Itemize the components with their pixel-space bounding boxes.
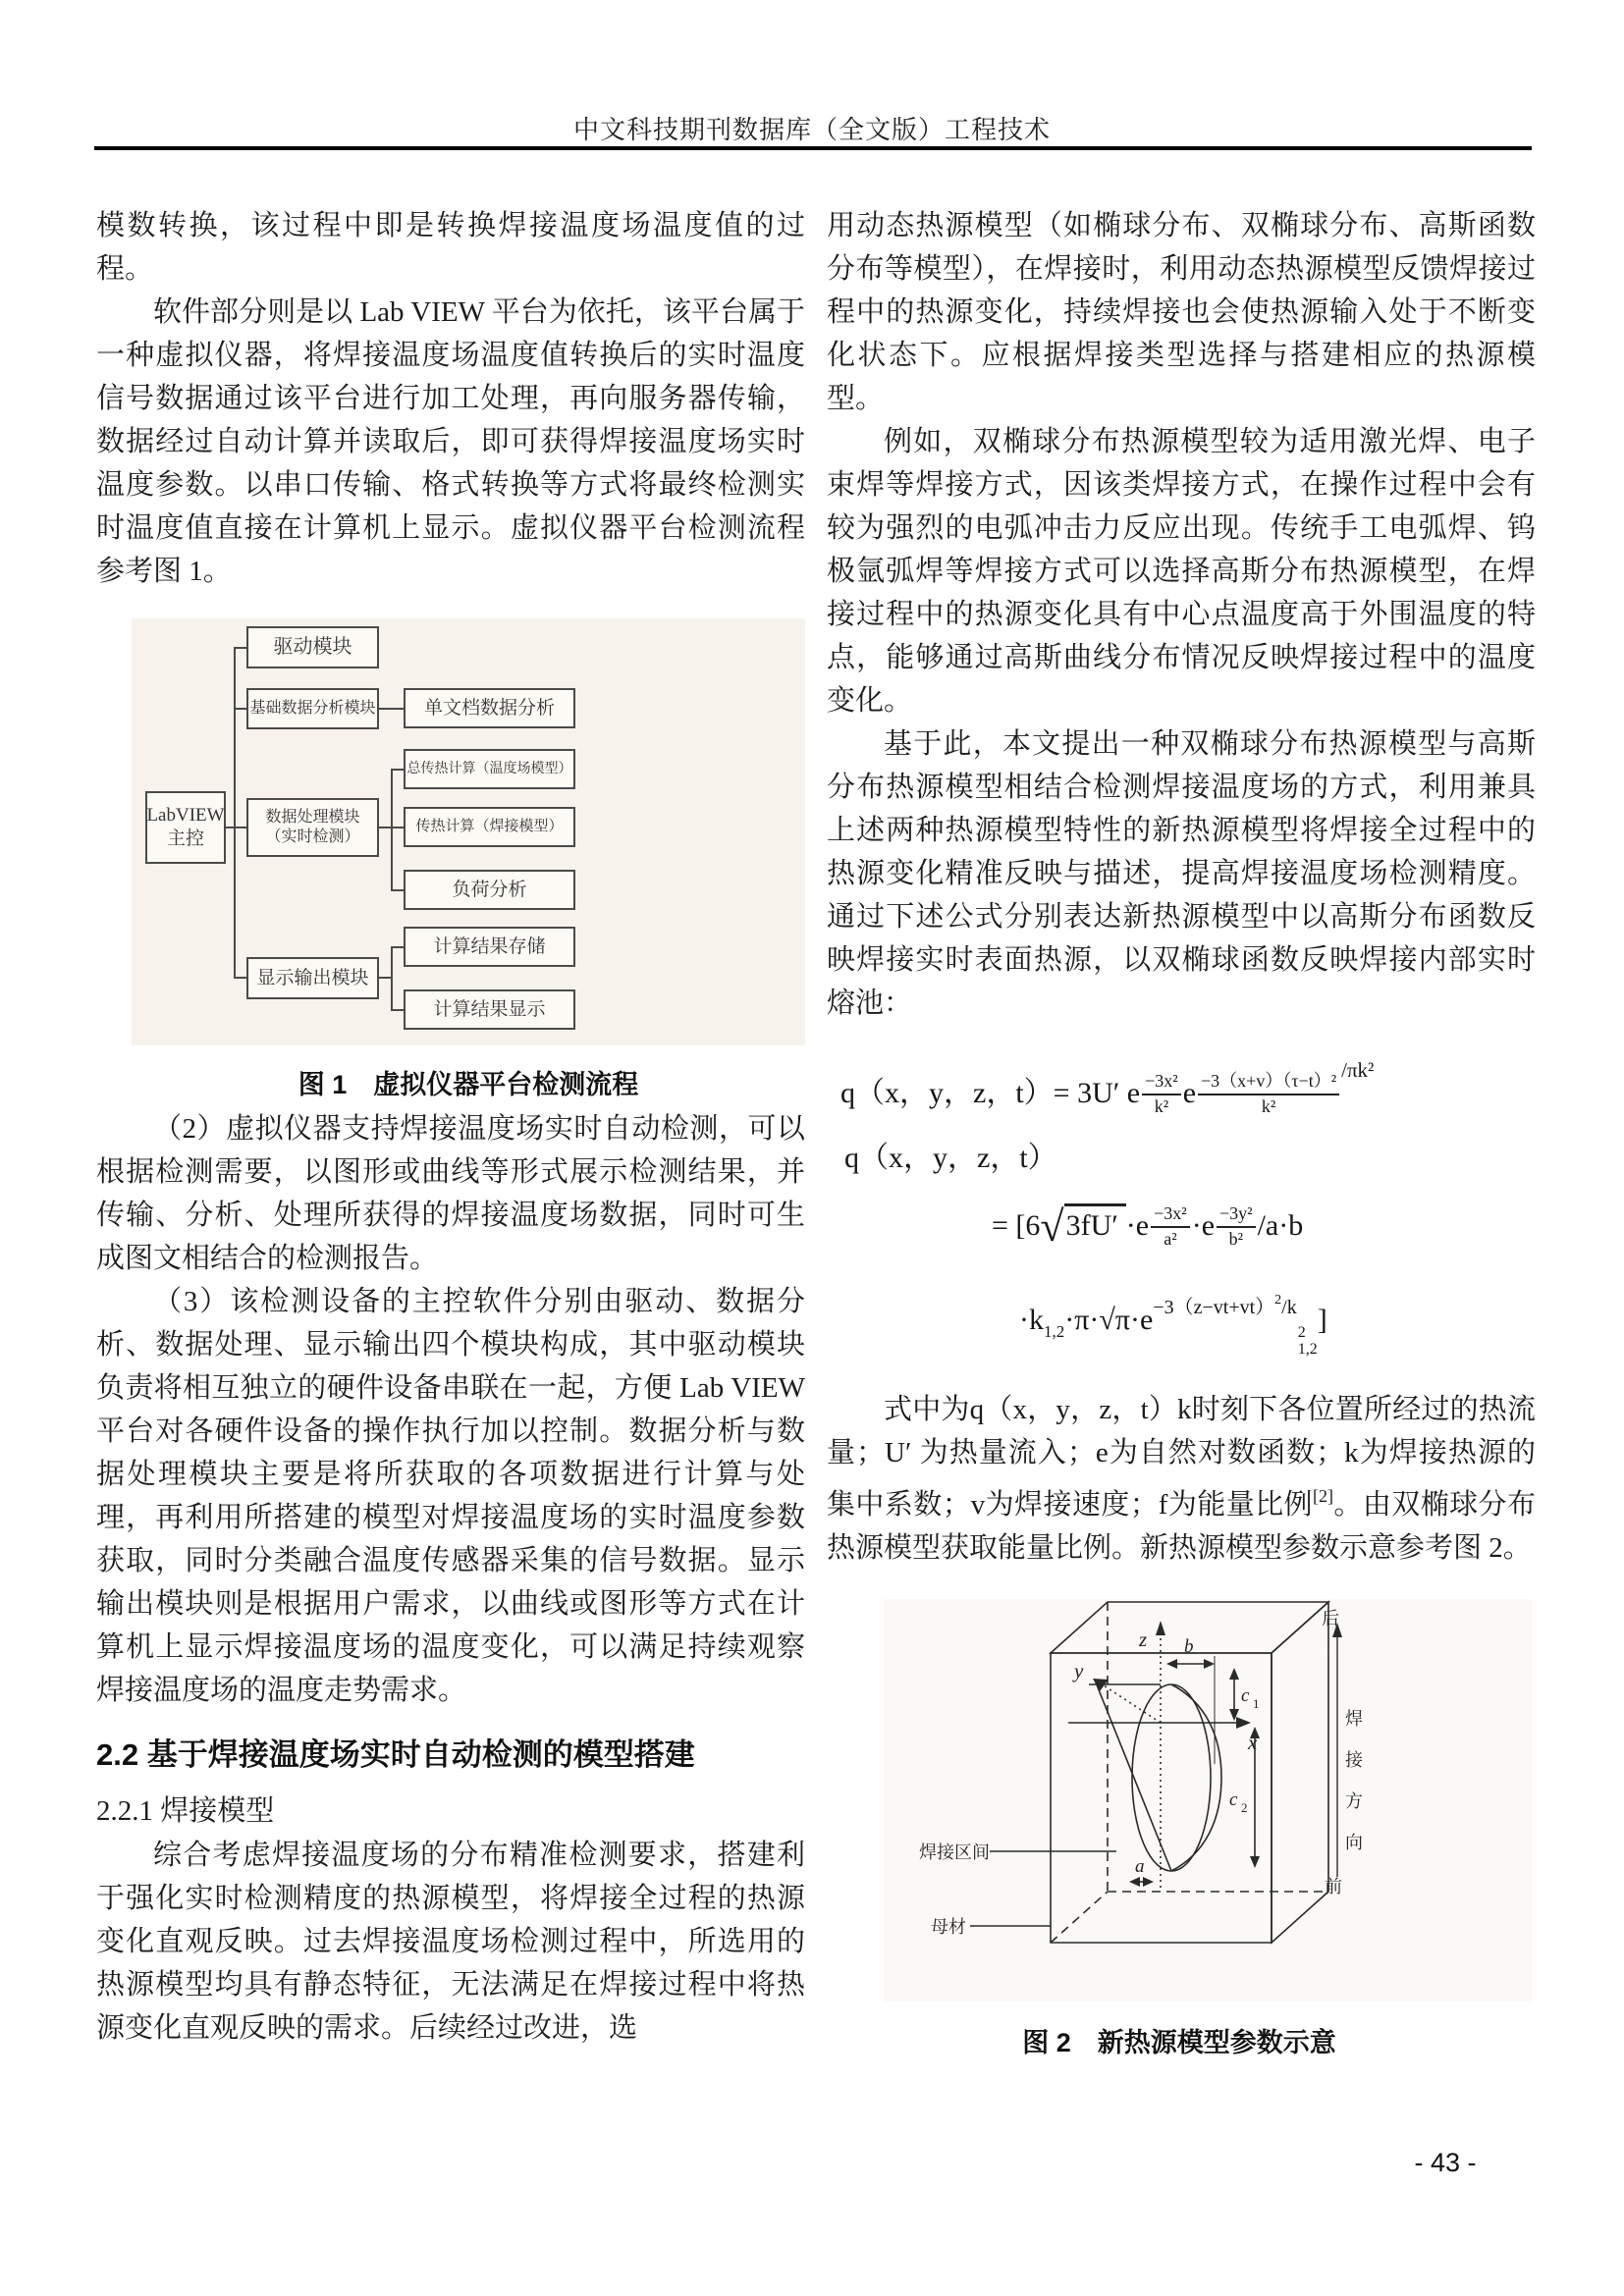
z-axis-label: z [1139, 1627, 1148, 1651]
formula-exponent-fraction: $\frac{\text{−3（x+v）（τ−t）²}}{\text{k²}}$ [1198, 1071, 1339, 1117]
formula-exponent: −3（z−vt+vt） [1153, 1297, 1275, 1319]
heat-source-formula-2-line2 [992, 1201, 1536, 1252]
connector-line [234, 708, 246, 710]
formula-exponent-fraction: $\frac{\text{−3y²}}{\text{b²}}$ [1217, 1203, 1256, 1250]
formula-eq: = [6 [992, 1209, 1041, 1243]
direction-char: 焊 [1345, 1708, 1363, 1729]
weld-zone-label: 焊接区间 [919, 1842, 990, 1862]
formula-slash-k: /k [1281, 1297, 1297, 1319]
formula-e-base: e [1135, 1209, 1150, 1243]
paragraph: 基于此，本文提出一种双椭球分布热源模型与高斯分布热源模型相结合检测焊接温度场的方式，利用兼具上述两种热源模型特性的新热源模型将焊接全过程中的热源变化精准反映与描述，提高焊接温度场检测精度。通过下述公式分别表达新热源模型中以高斯分布函数反映焊接实时表面热源，以双椭球函数反映焊接内部实时熔池： [827, 728, 1536, 1019]
figure-2-caption: 图 2 新热源模型参数示意 [1022, 2027, 1336, 2057]
operator-dot: · [1125, 1209, 1136, 1243]
formula-pi: ·π· [1064, 1304, 1100, 1337]
connector-line [391, 769, 404, 771]
formula-exponent-fraction: $\frac{\text{−3x²}}{\text{a²}}$ [1151, 1203, 1190, 1250]
connector-line [391, 769, 393, 891]
flow-box-total-heat [404, 749, 575, 789]
flow-box-label: 总传热计算（温度场模型） [406, 761, 572, 776]
formula-supsub-stack: 2 1,2 [1297, 1324, 1318, 1358]
y-axis-label: y [1074, 1658, 1084, 1682]
b-arrow-left [1166, 1659, 1177, 1669]
formula-close-bracket: ] [1317, 1304, 1327, 1337]
connector-line [379, 708, 404, 710]
connector-line [234, 647, 236, 979]
base-material-label: 母材 [931, 1916, 966, 1937]
dim-c2-label: c [1229, 1789, 1238, 1810]
heat-source-formula-2-line1: q（x，y，z，t） [844, 1142, 1057, 1175]
heat-source-model-svg [884, 1599, 1532, 2002]
flow-box-label: 基础数据分析模块 [249, 700, 376, 717]
flow-box-label: 主控 [166, 828, 204, 849]
flow-box-heat-calc [404, 807, 575, 847]
sqrt-pi: √π [1099, 1304, 1131, 1337]
x-arrowhead [1236, 1717, 1251, 1729]
formula-lhs: q（x，y，z，t）= 3U′ [840, 1077, 1127, 1109]
flow-box-label: 驱动模块 [273, 636, 352, 658]
flow-box-label: 显示输出模块 [256, 967, 369, 988]
dim-c1-sub: 1 [1253, 1695, 1260, 1711]
paragraph [827, 1388, 1536, 1570]
flow-box-label: 负荷分析 [452, 879, 527, 900]
paragraph: 模数转换，该过程中即是转换焊接温度场温度值的过程。 [96, 210, 805, 285]
connector-line [234, 647, 246, 649]
z-arrowhead [1156, 1621, 1165, 1635]
hidden-edge [1051, 1892, 1108, 1943]
formula-e-base: ·e [1130, 1304, 1154, 1337]
direction-char: 向 [1345, 1832, 1363, 1852]
c2-arrow-bottom [1250, 1856, 1260, 1868]
flow-box-label: 传热计算（焊接模型） [415, 819, 564, 835]
flow-box-result-display [404, 989, 575, 1030]
formula-k: ·k [1019, 1304, 1044, 1337]
flow-box-single-doc [404, 688, 575, 728]
connector-line [226, 827, 246, 828]
formula-tail: /a·b [1257, 1209, 1304, 1243]
section-heading-2-2-1: 2.2.1 焊接模型 [96, 1795, 275, 1827]
paragraph: （2）虚拟仪器支持焊接温度场实时自动检测，可以根据检测需要，以图形或曲线等形式展示检测结果，并传输、分析、处理所获得的焊接温度场数据，同时可生成图文相结合的检测报告。 [96, 1113, 805, 1274]
connector-line [391, 889, 404, 891]
operator-dot: · [1191, 1209, 1202, 1243]
right-column [827, 204, 1536, 2059]
dim-c2-sub: 2 [1241, 1799, 1248, 1815]
flow-box-label: 数据处理模块 [265, 809, 360, 826]
dim-b-label: b [1184, 1635, 1194, 1657]
flow-box-data-processing [246, 798, 379, 857]
paragraph: 综合考虑焊接温度场的分布精准检测要求，搭建利于强化实时检测精度的热源模型，将焊接全过程的热源变化直观反映。过去焊接温度场检测过程中，所选用的热源模型均具有静态特征，无法满足在焊接过程中将热源变化直观反映的需求。后续经过改进，选 [96, 1840, 805, 2044]
formula-e-base: e [1126, 1077, 1141, 1109]
flow-box-drive-module [246, 626, 379, 668]
flow-box-labview-master [145, 791, 226, 864]
direction-char: 方 [1345, 1790, 1363, 1811]
formula-e-base: e [1201, 1209, 1216, 1243]
citation-reference: [2] [1312, 1485, 1333, 1506]
melt-pool-bulge [1171, 1684, 1221, 1871]
arrowheads [1093, 1621, 1342, 1887]
connector-line [391, 1009, 404, 1011]
flow-box-basic-analysis [246, 688, 379, 729]
flow-box-label: （实时检测） [265, 828, 360, 845]
flow-box-load-analysis [404, 870, 575, 910]
dim-c1-label: c [1241, 1684, 1250, 1706]
c1-arrow-top [1229, 1668, 1239, 1680]
heat-source-formula-1 [840, 1058, 1536, 1117]
figure-1-caption: 图 1 虚拟仪器平台检测流程 [298, 1070, 639, 1099]
paragraph-text: 。由双椭球分布热源模型获取能量比例。新热源模型参数示意参考图 2。 [827, 1488, 1536, 1564]
page-number: - 43 - [1414, 2148, 1477, 2177]
header-rule [94, 146, 1532, 150]
flow-box-label: 单文档数据分析 [423, 697, 555, 719]
dim-a-label: a [1135, 1855, 1145, 1877]
connector-line [379, 977, 391, 979]
connector-line [391, 827, 404, 828]
formula-e-base: e [1182, 1077, 1197, 1109]
connector-line [379, 827, 391, 828]
flow-box-label: LabVIEW [146, 805, 225, 827]
x-axis-label: x [1248, 1730, 1258, 1754]
flow-box-label: 计算结果显示 [433, 998, 546, 1020]
flow-box-display-output [246, 957, 379, 999]
figure-labels [919, 1609, 1364, 1937]
figure-2-model-diagram [884, 1599, 1532, 2002]
section-heading-2-2: 2.2 基于焊接温度场实时自动检测的模型搭建 [96, 1737, 695, 1772]
paragraph: 用动态热源模型（如椭球分布、双椭球分布、高斯函数分布等模型），在焊接时，利用动态热源模型反馈焊接过程中的热源变化，持续焊接也会使热源输入处于不断变化状态下。应根据焊接类型选择与搭建相应的热源模型。 [827, 210, 1536, 414]
flow-box-result-store [404, 927, 575, 967]
connector-line [391, 946, 393, 1011]
b-arrow-right [1204, 1659, 1215, 1669]
back-label: 后 [1322, 1608, 1339, 1629]
paragraph: 例如，双椭球分布热源模型较为适用激光焊、电子束焊等焊接方式，因该类焊接方式，在操作过程中会有较为强烈的电弧冲击力反应出现。传统手工电弧焊、钨极氩弧焊等焊接方式可以选择高斯分布热源模型，在焊接过程中的热源变化具有中心点温度高于外围温度的特点，能够通过高斯曲线分布情况反映焊接过程中的温度变化。 [827, 426, 1536, 717]
formula-exponent-fraction: $\frac{\text{−3x²}}{\text{k²}}$ [1142, 1071, 1181, 1117]
formula-k-subscript: 1,2 [1044, 1322, 1065, 1342]
journal-header: 中文科技期刊数据库（全文版）工程技术 [572, 116, 1051, 144]
front-label: 前 [1325, 1876, 1342, 1896]
direction-char: 接 [1345, 1749, 1363, 1770]
connector-line [391, 946, 404, 948]
paragraph: （3）该检测设备的主控软件分别由驱动、数据分析、数据处理、显示输出四个模块构成，其中驱动模块负责将相互独立的硬件设备串联在一起，方便 Lab VIEW 平台对各硬件设备的操作执行加以控制。数据分析与数据处理模块主要是将所获取的各项数据进行计算与处理，再利用所搭建的模型对焊接温度场的实时温度参数获取，同时分类融合温度传感器采集的信号数据。显示输出模块则是根据用户需求，以曲线或图形等方式在计算机上显示焊接温度场的温度变化，可以满足持续观察焊接温度场的温度走势需求。 [96, 1286, 805, 1706]
radicand: 3fU′ [1064, 1203, 1126, 1243]
paragraph-text: 式中为q（x，y，z，t）k时刻下各位置所经过的热流量；U′ 为热量流入；e为自然对数函数；k为焊接热源的集中系数；v为焊接速度；f为能量比例 [827, 1393, 1536, 1521]
connector-line [234, 977, 246, 979]
paragraph: 软件部分则是以 Lab VIEW 平台为依托，该平台属于一种虚拟仪器，将焊接温度场温度值转换后的实时温度信号数据通过该平台进行加工处理，再向服务器传输，数据经过自动计算并读取后，即可获得焊接温度场实时温度参数。以串口传输、格式转换等方式将最终检测实时温度值直接在计算机上显示。虚拟仪器平台检测流程参考图 1。 [96, 296, 805, 587]
left-column [96, 204, 805, 2050]
figure-1-flowchart [132, 618, 805, 1045]
formula-exponent-square: 2 [1274, 1293, 1282, 1308]
a-arrow-left [1129, 1877, 1140, 1887]
formula-tail: /πk² [1341, 1058, 1375, 1082]
heat-source-formula-2-line3 [1019, 1291, 1536, 1359]
a-arrow-right [1143, 1877, 1154, 1887]
radical-sign: √ [1040, 1202, 1064, 1252]
flow-box-label: 计算结果存储 [433, 935, 546, 957]
